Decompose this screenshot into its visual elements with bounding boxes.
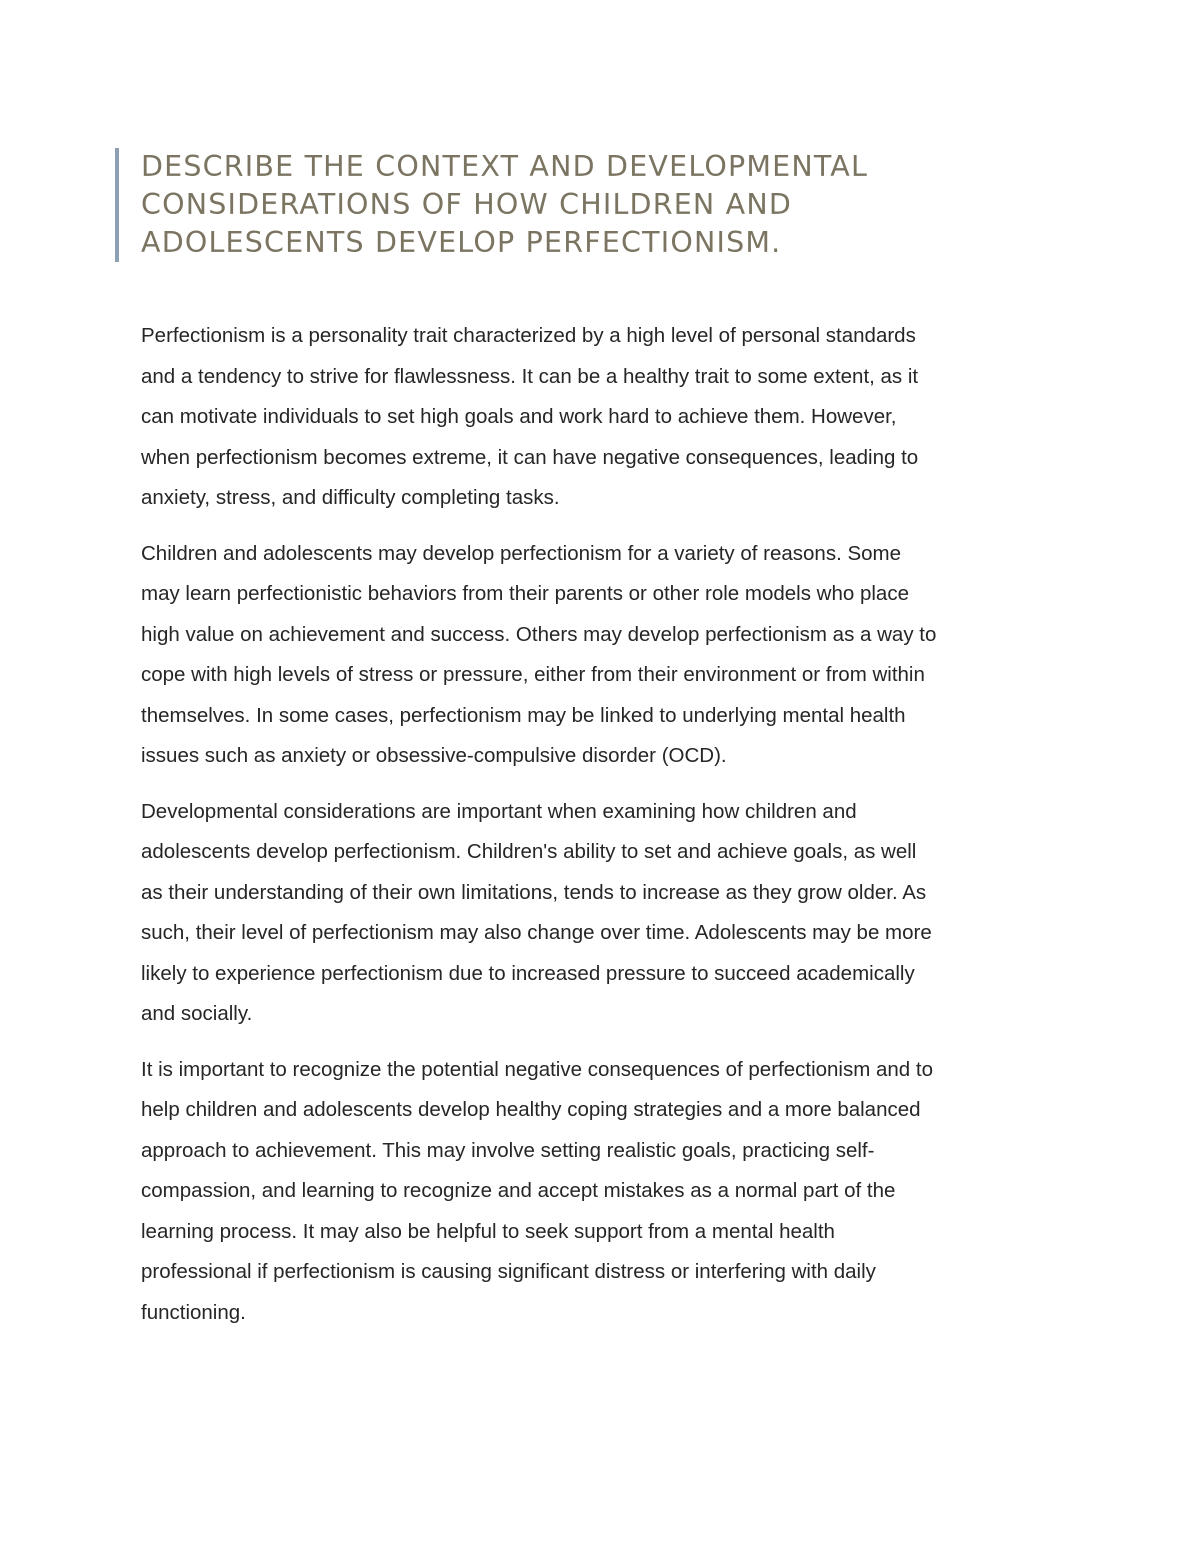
- document-body: [141, 316, 1061, 1348]
- paragraph-1: Perfectionism is a personality trait characterized by a high level of personal standards and a tendency to strive for flawlessness. It can be a healthy trait to some extent, as it can motivate individuals to set high goals and work hard to achieve them. However, when perfectionism becomes extreme, it can have negative consequences, leading to anxiety, stress, and difficulty completing tasks.: [141, 324, 919, 509]
- document-heading: DESCRIBE THE CONTEXT AND DEVELOPMENTAL CONSIDERATIONS OF HOW CHILDREN AND ADOLESCENTS DEVELOP PERFECTIONISM.: [141, 150, 869, 259]
- paragraph-3: Developmental considerations are important when examining how children and adolescents develop perfectionism. Children's ability to set and achieve goals, as well as their understanding of their own limitations, tends to increase as they grow older. As such, their level of perfectionism may also change over time. Adolescents may be more likely to experience perfectionism due to increased pressure to succeed academically and socially.: [141, 799, 932, 1025]
- paragraph-4: It is important to recognize the potential negative consequences of perfectionism and to help children and adolescents develop healthy coping strategies and a more balanced approach to achievement. This may involve setting realistic goals, practicing self- compassion, and learning to recognize and accept mistakes as a normal part of the learning process. It may also be helpful to seek support from a mental health professional if perfectionism is causing significant distress or interfering with daily functioning.: [141, 1057, 934, 1324]
- paragraph-2: Children and adolescents may develop perfectionism for a variety of reasons. Some may learn perfectionistic behaviors from their parents or other role models who place high value on achievement and success. Others may develop perfectionism as a way to cope with high levels of stress or pressure, either from their environment or from within themselves. In some cases, perfectionism may be linked to underlying mental health issues such as anxiety or obsessive-compulsive disorder (OCD).: [141, 541, 937, 767]
- heading-block: [115, 148, 1041, 262]
